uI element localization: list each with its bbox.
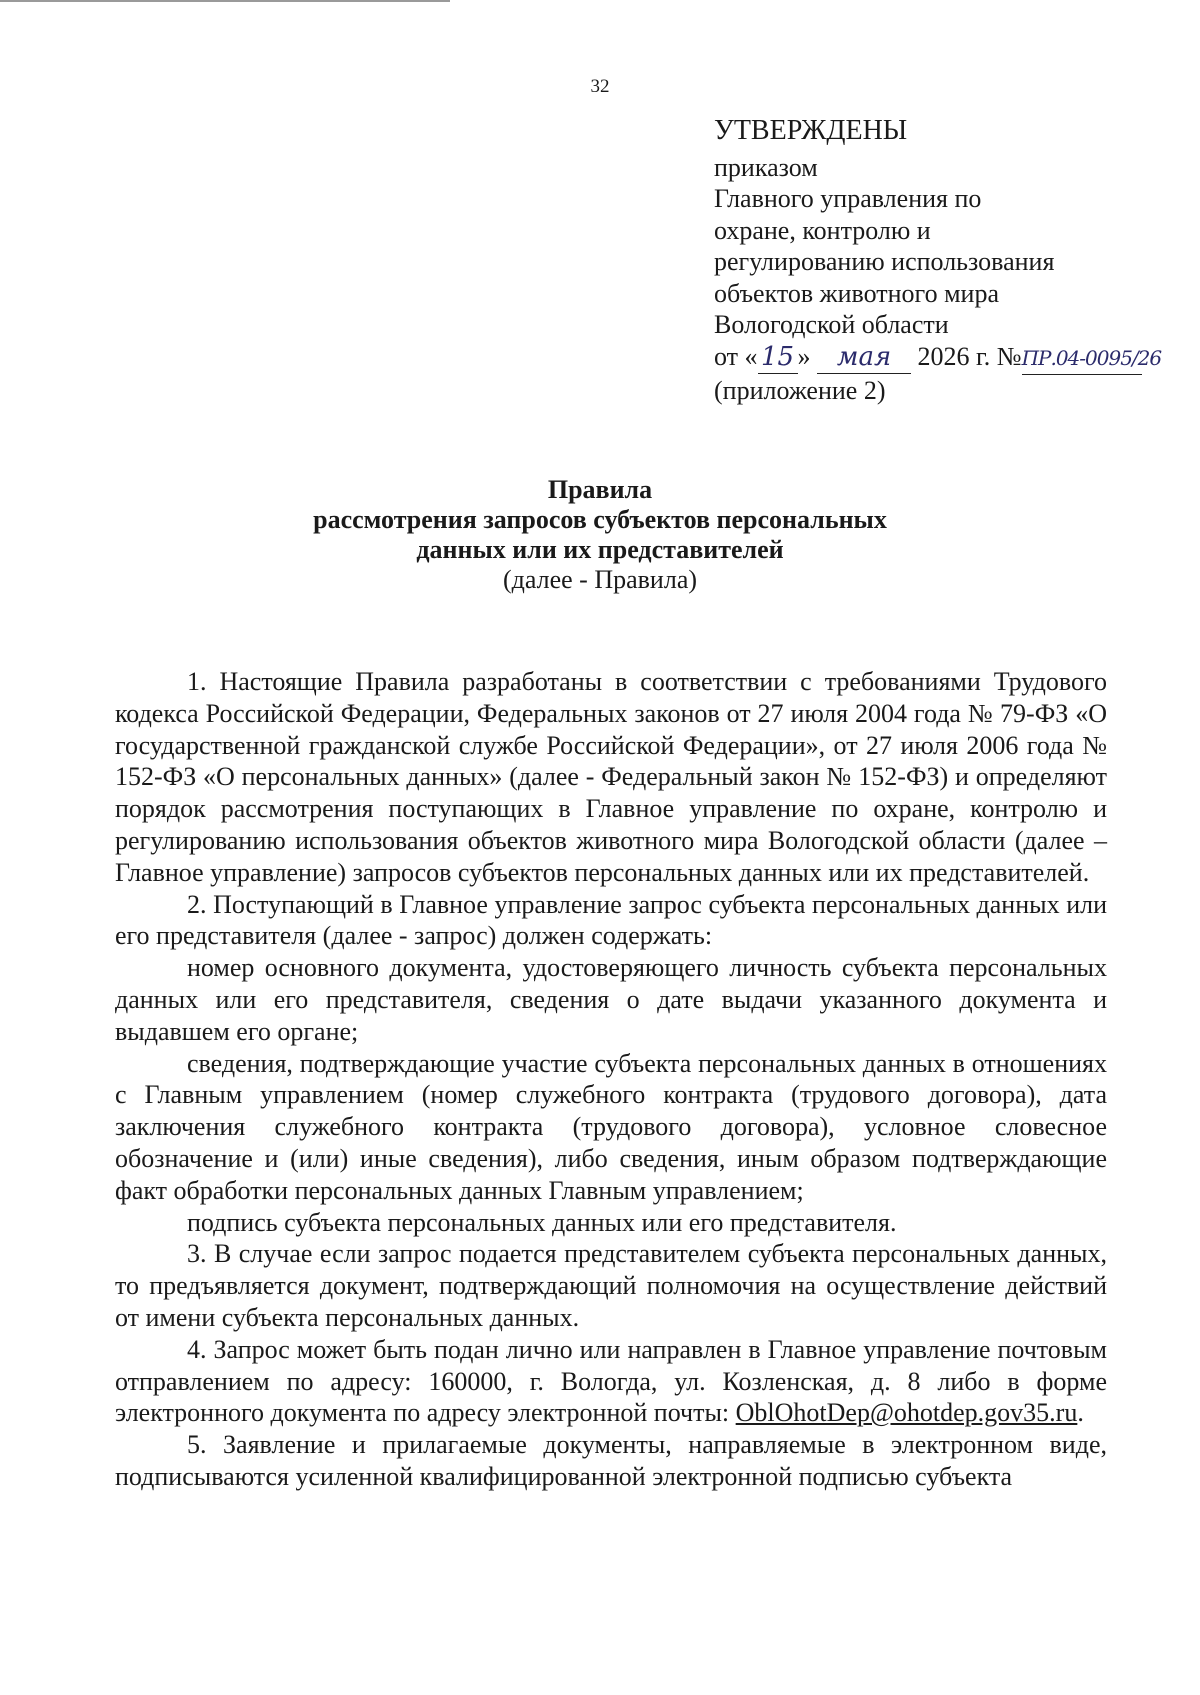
title-line: данных или их представителей — [416, 535, 784, 564]
scan-edge-line — [0, 0, 450, 2]
paragraph-2-item-document: номер основного документа, удостоверяющего личность субъекта персональных данных или его представителя, сведения о дате выдачи указанного документа и выдавшем его органе; — [115, 953, 1107, 1046]
approval-heading: УТВЕРЖДЕНЫ — [714, 115, 908, 146]
approval-appendix: (приложение 2) — [714, 376, 886, 405]
handwritten-month: мая — [817, 342, 911, 375]
handwritten-day: 15 — [758, 342, 798, 375]
paragraph-3: 3. В случае если запрос подается представителем субъекта персональных данных, то предъявляется документ, подтверждающий полномочия на осуществление действий от имени субъекта персональных данных. — [115, 1239, 1107, 1332]
approval-line: приказом — [714, 152, 818, 182]
page-number: 32 — [590, 76, 610, 97]
paragraph-2-item-relations: сведения, подтверждающие участие субъекта персональных данных в отношениях с Главным управлением (номер служебного контракта (трудового договора), дата заключения служебного контракта (трудового договора), условное словесное обозначение и (или) иные сведения), либо сведения, иным образом подтверждающие факт обработки персональных данных Главным управлением; — [115, 1048, 1107, 1205]
handwritten-order-number: ПР.04-0095/26 — [1022, 343, 1142, 376]
paragraph-4-text: 4. Запрос может быть подан лично или направлен в Главное управление почтовым отправлением по адресу: 160000, г. Вологда, ул. Козленская, д. 8 либо в форме электронного документа по адресу электронной почты: — [115, 1334, 1107, 1428]
approval-line: Вологодской области — [714, 310, 949, 339]
approval-date-line — [714, 341, 1184, 376]
approval-line: регулированию использования — [714, 247, 1055, 276]
approval-line: Главного управления по — [714, 184, 982, 213]
paragraph-2: 2. Поступающий в Главное управление запрос субъекта персональных данных или его представителя (далее - запрос) должен содержать: — [115, 889, 1107, 951]
title-line: рассмотрения запросов субъектов персональных — [313, 505, 887, 534]
email-link[interactable]: OblOhotDep@ohotdep.gov35.ru — [735, 1398, 1078, 1428]
document-title — [0, 475, 1200, 595]
approval-stamp-block — [714, 115, 1184, 407]
title-subline: (далее - Правила) — [502, 565, 698, 594]
approval-line: объектов животного мира — [714, 278, 999, 308]
paragraph-5: 5. Заявление и прилагаемые документы, направляемые в электронном виде, подписываются усиленной квалифицированной электронной подписью субъекта — [115, 1430, 1107, 1491]
approval-line: охране, контролю и — [714, 215, 931, 245]
paragraph-4-end: . — [1077, 1398, 1084, 1428]
paragraph-4 — [115, 1334, 1107, 1429]
date-prefix: от « — [714, 341, 758, 371]
paragraph-1: 1. Настоящие Правила разработаны в соответствии с требованиями Трудового кодекса Российской Федерации, Федеральных законов от 27 июля 2004 года № 79-ФЗ «О государственной гражданской службе Российской Федерации», от 27 июля 2006 года № 152-ФЗ «О персональных данных» (далее - Федеральный закон № 152-ФЗ) и определяют порядок рассмотрения поступающих в Главное управление по охране, контролю и регулированию использования объектов животного мира Вологодской области (далее – Главное управление) запросов субъектов персональных данных или их представителей. — [115, 667, 1107, 887]
date-mid: » — [797, 341, 811, 371]
title-line: Правила — [547, 475, 653, 504]
document-body — [115, 666, 1107, 1493]
paragraph-2-item-signature: подпись субъекта персональных данных или его представителя. — [187, 1207, 897, 1237]
date-year: 2026 г. № — [917, 341, 1022, 371]
